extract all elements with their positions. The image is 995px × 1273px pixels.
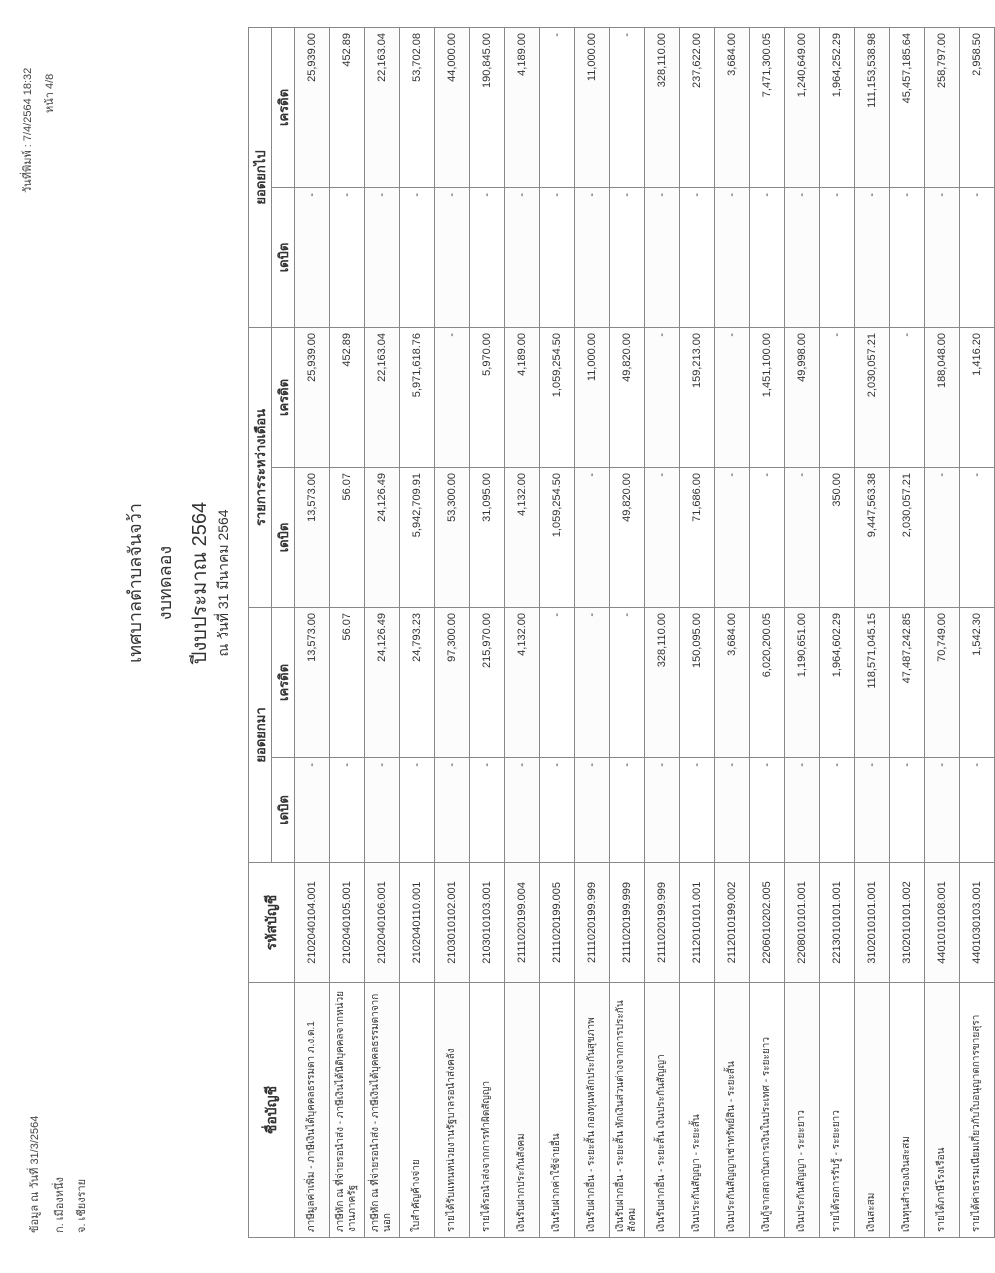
- account-name-cell: รายได้รอการรับรู้ - ระยะยาว: [820, 983, 855, 1238]
- table-row: [400, 27, 435, 1237]
- m-credit-cell: -: [890, 327, 925, 467]
- col-header-bf-credit: เครดิต: [272, 607, 295, 757]
- bf-credit-cell: 3,684.00: [715, 607, 750, 757]
- account-code-cell: 4401030103.001: [960, 863, 995, 983]
- table-row: [330, 27, 365, 1237]
- bf-credit-cell: 118,571,045.15: [855, 607, 890, 757]
- bf-credit-cell: 13,573.00: [295, 607, 330, 757]
- m-debit-cell: 71,686.00: [680, 467, 715, 607]
- account-name-cell: เงินประกันสัญญา - ระยะยาว: [785, 983, 820, 1238]
- m-debit-cell: -: [715, 467, 750, 607]
- account-name-cell: เงินประกันสัญญา - ระยะสั้น: [680, 983, 715, 1238]
- cf-debit-cell: -: [645, 187, 680, 327]
- m-debit-cell: 350.00: [820, 467, 855, 607]
- bf-debit-cell: -: [540, 758, 575, 863]
- m-debit-cell: -: [960, 467, 995, 607]
- account-code-cell: 2102040110.001: [400, 863, 435, 983]
- print-date-text: วันที่พิมพ์ : 7/4/2564 18:32: [22, 67, 34, 193]
- account-code-cell: 2111020199.999: [575, 863, 610, 983]
- account-name-cell: รายได้ค่าธรรมเนียมเกี่ยวกับใบอนุญาตการขายสุรา: [960, 983, 995, 1238]
- cf-debit-cell: -: [295, 187, 330, 327]
- m-credit-cell: 49,820.00: [610, 327, 645, 467]
- bf-credit-cell: 215,970.00: [470, 607, 505, 757]
- bf-debit-cell: -: [330, 758, 365, 863]
- account-code-cell: 2102040105.001: [330, 863, 365, 983]
- m-credit-cell: 25,939.00: [295, 327, 330, 467]
- m-debit-cell: 9,447,563.38: [855, 467, 890, 607]
- col-header-cf-debit: เดบิต: [272, 187, 295, 327]
- cf-credit-cell: 4,189.00: [505, 27, 540, 187]
- col-header-m-credit: เครดิต: [272, 327, 295, 467]
- account-name-cell: ใบสำคัญค้างจ่าย: [400, 983, 435, 1238]
- account-code-cell: 4401010108.001: [925, 863, 960, 983]
- report-title: งบทดลอง: [155, 545, 175, 621]
- account-name-cell: เงินรับฝากประกันสังคม: [505, 983, 540, 1238]
- m-credit-cell: -: [645, 327, 680, 467]
- bf-debit-cell: -: [960, 758, 995, 863]
- m-credit-cell: 49,998.00: [785, 327, 820, 467]
- account-code-cell: 2111020199.999: [645, 863, 680, 983]
- col-header-carried-forward: ยอดยกไป: [249, 27, 272, 327]
- table-row: [785, 27, 820, 1237]
- m-credit-cell: 2,030,057.21: [855, 327, 890, 467]
- cf-credit-cell: 1,964,252.29: [820, 27, 855, 187]
- cf-credit-cell: 7,471,300.05: [750, 27, 785, 187]
- account-code-cell: 3102010101.001: [855, 863, 890, 983]
- bf-debit-cell: -: [470, 758, 505, 863]
- m-credit-cell: 5,970.00: [470, 327, 505, 467]
- account-name-cell: รายได้ภาษีโรงเรือน: [925, 983, 960, 1238]
- district-text: ก. เมืองหนึ่ง: [54, 1177, 66, 1233]
- cf-credit-cell: 45,457,185.64: [890, 27, 925, 187]
- m-credit-cell: 22,163.04: [365, 327, 400, 467]
- cf-debit-cell: -: [330, 187, 365, 327]
- m-debit-cell: -: [750, 467, 785, 607]
- account-code-cell: 2112010199.002: [715, 863, 750, 983]
- cf-credit-cell: 237,622.00: [680, 27, 715, 187]
- account-name-cell: เงินรับฝากอื่น - ระยะสั้น หักเงินส่วนต่างจากการประกันสังคม: [610, 983, 645, 1238]
- m-debit-cell: 5,942,709.91: [400, 467, 435, 607]
- account-name-cell: เงินรับฝากอื่น - ระยะสั้น เงินประกันสัญญา: [645, 983, 680, 1238]
- m-credit-cell: 1,059,254.50: [540, 327, 575, 467]
- cf-debit-cell: -: [785, 187, 820, 327]
- m-debit-cell: 56.07: [330, 467, 365, 607]
- table-row: [540, 27, 575, 1237]
- account-name-cell: รายได้รอนำส่งจากการทำผิดสัญญา: [470, 983, 505, 1238]
- account-name-cell: รายได้รับแทนหน่วยงานรัฐบาลรอนำส่งคลัง: [435, 983, 470, 1238]
- table-row: [855, 27, 890, 1237]
- account-name-cell: เงินรับฝากค่าใช้จ่ายอื่น: [540, 983, 575, 1238]
- cf-credit-cell: 22,163.04: [365, 27, 400, 187]
- col-header-monthly-transactions: รายการระหว่างเดือน: [249, 327, 272, 607]
- m-credit-cell: 4,189.00: [505, 327, 540, 467]
- m-credit-cell: 11,000.00: [575, 327, 610, 467]
- cf-credit-cell: -: [540, 27, 575, 187]
- table-row: [435, 27, 470, 1237]
- bf-credit-cell: -: [540, 607, 575, 757]
- cf-credit-cell: 328,110.00: [645, 27, 680, 187]
- bf-credit-cell: 56.07: [330, 607, 365, 757]
- bf-debit-cell: -: [365, 758, 400, 863]
- cf-debit-cell: -: [400, 187, 435, 327]
- m-debit-cell: 1,059,254.50: [540, 467, 575, 607]
- m-debit-cell: 31,095.00: [470, 467, 505, 607]
- m-credit-cell: -: [435, 327, 470, 467]
- m-debit-cell: 13,573.00: [295, 467, 330, 607]
- cf-credit-cell: 111,153,538.98: [855, 27, 890, 187]
- cf-credit-cell: 25,939.00: [295, 27, 330, 187]
- cf-debit-cell: -: [435, 187, 470, 327]
- bf-credit-cell: 1,964,602.29: [820, 607, 855, 757]
- m-debit-cell: 2,030,057.21: [890, 467, 925, 607]
- m-credit-cell: 5,971,618.76: [400, 327, 435, 467]
- m-debit-cell: -: [925, 467, 960, 607]
- m-credit-cell: 159,213.00: [680, 327, 715, 467]
- bf-debit-cell: -: [785, 758, 820, 863]
- organization-title: เทศบาลตำบลจันจว้า: [125, 503, 145, 663]
- cf-debit-cell: -: [610, 187, 645, 327]
- table-row: [820, 27, 855, 1237]
- bf-debit-cell: -: [575, 758, 610, 863]
- table-row: [295, 27, 330, 1237]
- col-header-bf-debit: เดบิต: [272, 758, 295, 863]
- account-code-cell: 2208010101.001: [785, 863, 820, 983]
- account-code-cell: 2112010101.001: [680, 863, 715, 983]
- bf-debit-cell: -: [435, 758, 470, 863]
- cf-debit-cell: -: [365, 187, 400, 327]
- cf-credit-cell: 44,000.00: [435, 27, 470, 187]
- bf-credit-cell: 24,793.23: [400, 607, 435, 757]
- account-name-cell: ภาษีหัก ณ ที่จ่ายรอนำส่ง - ภาษีเงินได้นิติบุคคลจากหน่วยงานภาครัฐ: [330, 983, 365, 1238]
- account-code-cell: 2213010101.001: [820, 863, 855, 983]
- account-name-cell: เงินรับฝากอื่น - ระยะสั้น กองทุนหลักประกันสุขภาพ: [575, 983, 610, 1238]
- m-debit-cell: -: [575, 467, 610, 607]
- col-header-brought-forward: ยอดยกมา: [249, 607, 272, 862]
- bf-debit-cell: -: [715, 758, 750, 863]
- province-text: จ. เชียงราย: [76, 1178, 88, 1233]
- cf-debit-cell: -: [890, 187, 925, 327]
- bf-debit-cell: -: [855, 758, 890, 863]
- bf-credit-cell: -: [610, 607, 645, 757]
- account-code-cell: 2103010102.001: [435, 863, 470, 983]
- table-row: [925, 27, 960, 1237]
- table-row: [750, 27, 785, 1237]
- bf-debit-cell: -: [680, 758, 715, 863]
- cf-debit-cell: -: [470, 187, 505, 327]
- account-code-cell: 2102040106.001: [365, 863, 400, 983]
- m-credit-cell: -: [820, 327, 855, 467]
- account-code-cell: 2111020199.999: [610, 863, 645, 983]
- m-credit-cell: 1,416.20: [960, 327, 995, 467]
- cf-credit-cell: 452.89: [330, 27, 365, 187]
- bf-credit-cell: 328,110.00: [645, 607, 680, 757]
- cf-debit-cell: -: [820, 187, 855, 327]
- table-row: [715, 27, 750, 1237]
- bf-credit-cell: 150,095.00: [680, 607, 715, 757]
- bf-debit-cell: -: [890, 758, 925, 863]
- account-code-cell: 2111020199.004: [505, 863, 540, 983]
- account-name-cell: เงินประกันสัญญาเช่าทรัพย์สิน - ระยะสั้น: [715, 983, 750, 1238]
- account-code-cell: 2102040104.001: [295, 863, 330, 983]
- report-date-title: ณ วันที่ 31 มีนาคม 2564: [215, 509, 231, 657]
- bf-credit-cell: 1,190,651.00: [785, 607, 820, 757]
- fiscal-year-title: ปีงบประมาณ 2564: [189, 501, 211, 665]
- table-row: [890, 27, 925, 1237]
- col-header-account-code: รหัสบัญชี: [249, 863, 295, 983]
- bf-debit-cell: -: [925, 758, 960, 863]
- col-header-cf-credit: เครดิต: [272, 27, 295, 187]
- account-code-cell: 2206010202.005: [750, 863, 785, 983]
- table-row: [470, 27, 505, 1237]
- m-debit-cell: 4,132.00: [505, 467, 540, 607]
- cf-credit-cell: 2,958.50: [960, 27, 995, 187]
- table-row: [645, 27, 680, 1237]
- table-row: [365, 27, 400, 1237]
- bf-debit-cell: -: [610, 758, 645, 863]
- bf-debit-cell: -: [295, 758, 330, 863]
- account-name-cell: เงินกู้จากสถาบันการเงินในประเทศ - ระยะยาว: [750, 983, 785, 1238]
- cf-credit-cell: 190,845.00: [470, 27, 505, 187]
- bf-credit-cell: 47,487,242.85: [890, 607, 925, 757]
- bf-debit-cell: -: [645, 758, 680, 863]
- table-row: [505, 27, 540, 1237]
- bf-credit-cell: 24,126.49: [365, 607, 400, 757]
- table-row: [575, 27, 610, 1237]
- trial-balance-table: [248, 27, 995, 1238]
- bf-credit-cell: 70,749.00: [925, 607, 960, 757]
- m-debit-cell: -: [645, 467, 680, 607]
- cf-credit-cell: 11,000.00: [575, 27, 610, 187]
- col-header-m-debit: เดบิต: [272, 467, 295, 607]
- bf-debit-cell: -: [750, 758, 785, 863]
- cf-debit-cell: -: [925, 187, 960, 327]
- data-as-of-text: ข้อมูล ณ วันที่ 31/3/2564: [29, 1115, 41, 1233]
- table-row: [960, 27, 995, 1237]
- table-row: [680, 27, 715, 1237]
- cf-debit-cell: -: [540, 187, 575, 327]
- bf-credit-cell: 6,020,200.05: [750, 607, 785, 757]
- cf-debit-cell: -: [960, 187, 995, 327]
- cf-credit-cell: 258,797.00: [925, 27, 960, 187]
- m-credit-cell: 452.89: [330, 327, 365, 467]
- account-code-cell: 3102010101.002: [890, 863, 925, 983]
- bf-debit-cell: -: [400, 758, 435, 863]
- m-debit-cell: 49,820.00: [610, 467, 645, 607]
- account-code-cell: 2103010103.001: [470, 863, 505, 983]
- account-code-cell: 2111020199.005: [540, 863, 575, 983]
- cf-debit-cell: -: [505, 187, 540, 327]
- cf-credit-cell: 1,240,649.00: [785, 27, 820, 187]
- bf-credit-cell: 4,132.00: [505, 607, 540, 757]
- m-credit-cell: 188,048.00: [925, 327, 960, 467]
- bf-debit-cell: -: [820, 758, 855, 863]
- cf-debit-cell: -: [855, 187, 890, 327]
- cf-debit-cell: -: [575, 187, 610, 327]
- cf-credit-cell: -: [610, 27, 645, 187]
- bf-credit-cell: 1,542.30: [960, 607, 995, 757]
- cf-debit-cell: -: [715, 187, 750, 327]
- col-header-account-name: ชื่อบัญชี: [249, 983, 295, 1238]
- m-debit-cell: 53,300.00: [435, 467, 470, 607]
- m-debit-cell: -: [785, 467, 820, 607]
- account-name-cell: ภาษีหัก ณ ที่จ่ายรอนำส่ง - ภาษีเงินได้บุคคลธรรมดาจากนอก: [365, 983, 400, 1238]
- account-name-cell: ภาษีมูลค่าเพิ่ม - ภาษีเงินได้บุคคลธรรมดา ภ.ง.ด.1: [295, 983, 330, 1238]
- bf-debit-cell: -: [505, 758, 540, 863]
- cf-debit-cell: -: [680, 187, 715, 327]
- bf-credit-cell: 97,300.00: [435, 607, 470, 757]
- table-row: [610, 27, 645, 1237]
- cf-credit-cell: 3,684.00: [715, 27, 750, 187]
- m-debit-cell: 24,126.49: [365, 467, 400, 607]
- m-credit-cell: 1,451,100.00: [750, 327, 785, 467]
- account-name-cell: เงินสะสม: [855, 983, 890, 1238]
- page-number-text: หน้า 4/8: [44, 73, 56, 113]
- cf-credit-cell: 53,702.08: [400, 27, 435, 187]
- cf-debit-cell: -: [750, 187, 785, 327]
- account-name-cell: เงินทุนสำรองเงินสะสม: [890, 983, 925, 1238]
- m-credit-cell: -: [715, 327, 750, 467]
- bf-credit-cell: -: [575, 607, 610, 757]
